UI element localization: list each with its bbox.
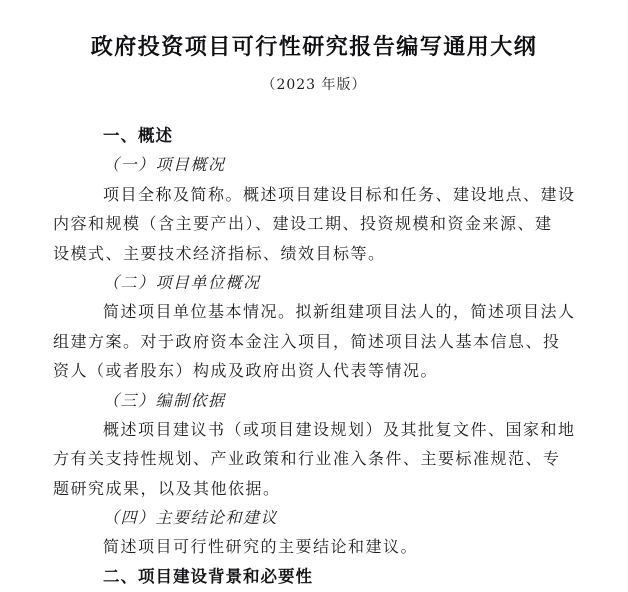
paragraph-line: 简述项目单位基本情况。拟新组建项目法人的，简述项目法人 (103, 302, 576, 322)
paragraph-line: 项目全称及简称。概述项目建设目标和任务、建设地点、建设 (103, 184, 576, 204)
paragraph-line: 资人（或者股东）构成及政府出资人代表等情况。 (53, 361, 439, 381)
paragraph-line: 简述项目可行性研究的主要结论和建议。 (103, 537, 419, 557)
paragraph-line: 方有关支持性规划、产业政策和行业准入条件、主要标准规范、专 (53, 449, 561, 469)
subsection-heading-1-2: （二）项目单位概况 (103, 272, 261, 292)
subsection-heading-1-3: （三）编制依据 (103, 390, 226, 410)
paragraph-line: 概述项目建议书（或项目建设规划）及其批复文件、国家和地 (103, 419, 576, 439)
subsection-heading-1-4: （四）主要结论和建议 (103, 508, 279, 528)
paragraph-line: 设模式、主要技术经济指标、绩效目标等。 (53, 243, 386, 263)
paragraph-line: 内容和规模（含主要产出）、建设工期、投资规模和资金来源、建 (53, 214, 553, 234)
document-subtitle: （2023 年版） (261, 77, 367, 93)
document-title: 政府投资项目可行性研究报告编写通用大纲 (90, 35, 538, 60)
section-heading-2: 二、项目建设背景和必要性 (103, 566, 313, 586)
document-body (53, 121, 583, 591)
paragraph-line: 组建方案。对于政府资本金注入项目，简述项目法人基本信息、投 (53, 331, 561, 351)
section-heading-1: 一、概述 (103, 126, 173, 145)
paragraph-line: 题研究成果，以及其他依据。 (53, 478, 281, 498)
subsection-heading-1-1: （一）项目概况 (103, 155, 226, 175)
